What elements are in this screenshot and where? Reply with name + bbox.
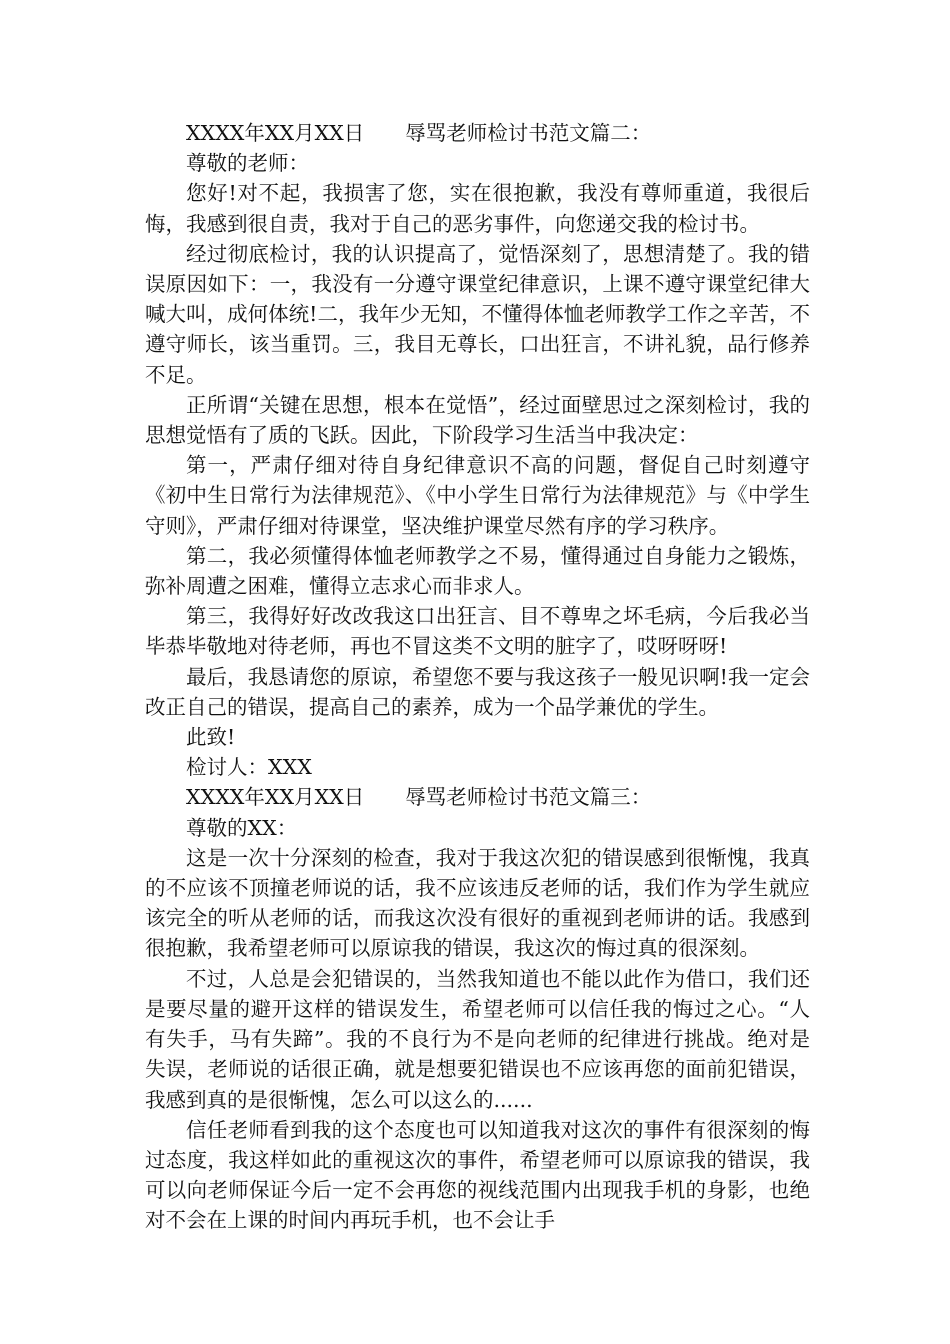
body-paragraph: 经过彻底检讨，我的认识提高了，觉悟深刻了，思想清楚了。我的错误原因如下：一，我没有一分遵守课堂纪律意识，上课不遵守课堂纪律大喊大叫，成何体统!二，我年少无知，不懂得体恤老师教学工作之辛苦，不遵守师长，该当重罚。三，我目无尊长，口出狂言，不讲礼貌，品行修养不足。 xyxy=(145,241,810,387)
body-paragraph: 第三，我得好好改改我这口出狂言、目不尊卑之坏毛病，今后我必当毕恭毕敬地对待老师，再也不冒这类不文明的脏字了，哎呀呀呀! xyxy=(145,604,810,659)
body-paragraph: 您好!对不起，我损害了您，实在很抱歉，我没有尊师重道，我很后悔，我感到很自责，我对于自己的恶劣事件，向您递交我的检讨书。 xyxy=(145,181,810,236)
date-heading-part-three: XXXX年XX月XX日 辱骂老师检讨书范文篇三： xyxy=(186,785,652,810)
body-paragraph: 第一，严肃仔细对待自身纪律意识不高的问题，督促自己时刻遵守《初中生日常行为法律规范》、《中小学生日常行为法律规范》与《中学生守则》，严肃仔细对待课堂，坚决维护课堂尽然有序的学习秩序。 xyxy=(145,453,810,538)
body-paragraph: 信任老师看到我的这个态度也可以知道我对这次的事件有很深刻的悔过态度，我这样如此的重视这次的事件，希望老师可以原谅我的错误，我可以向老师保证今后一定不会再您的视线范围内出现我手机的身影，也绝对不会在上课的时间内再玩手机，也不会让手 xyxy=(145,1117,810,1233)
body-paragraph: 这是一次十分深刻的检查，我对于我这次犯的错误感到很惭愧，我真的不应该不顶撞老师说的话，我不应该违反老师的话，我们作为学生就应该完全的听从老师的话，而我这次没有很好的重视到老师讲的话。我感到很抱歉，我希望老师可以原谅我的错误，我这次的悔过真的很深刻。 xyxy=(145,845,810,961)
body-paragraph: 最后，我恳请您的原谅，希望您不要与我这孩子一般见识啊!我一定会改正自己的错误，提高自己的素养，成为一个品学兼优的学生。 xyxy=(145,664,810,719)
document-body xyxy=(145,118,810,1236)
body-paragraph: 正所谓“关键在思想，根本在觉悟”，经过面壁思过之深刻检讨，我的思想觉悟有了质的飞跃。因此，下阶段学习生活当中我决定： xyxy=(145,392,810,448)
closing: 此致! xyxy=(186,725,236,750)
salutation: 尊敬的XX： xyxy=(186,815,298,840)
body-paragraph: 第二，我必须懂得体恤老师教学之不易，懂得通过自身能力之锻炼，弥补周遭之困难，懂得立志求心而非求人。 xyxy=(145,543,810,599)
salutation: 尊敬的老师： xyxy=(186,151,309,176)
date-heading-part-two: XXXX年XX月XX日 辱骂老师检讨书范文篇二： xyxy=(186,121,652,145)
signature-line: 检讨人：XXX xyxy=(186,755,312,780)
body-paragraph: 不过，人总是会犯错误的，当然我知道也不能以此作为借口，我们还是要尽量的避开这样的错误发生，希望老师可以信任我的悔过之心。“人有失手，马有失蹄”。我的不良行为不是向老师的纪律进行挑战。绝对是失误，老师说的话很正确，就是想要犯错误也不应该再您的面前犯错误，我感到真的是很惭愧，怎么可以这么的...... xyxy=(145,966,810,1112)
